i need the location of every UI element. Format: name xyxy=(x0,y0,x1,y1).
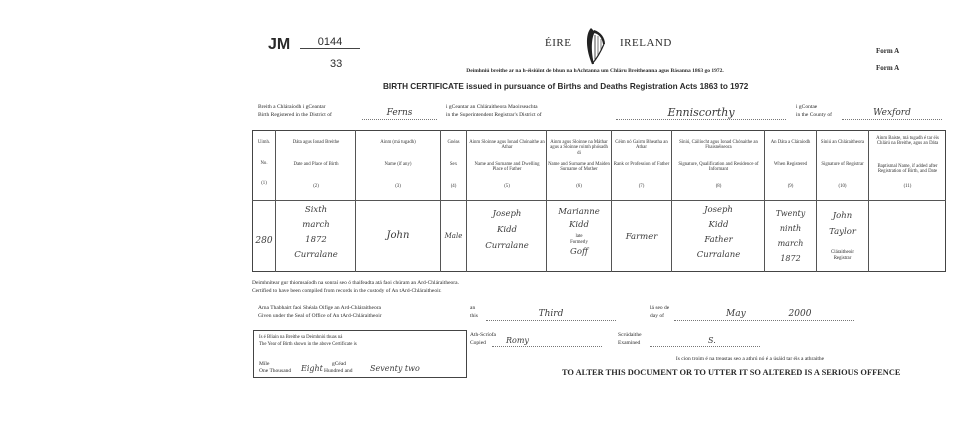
district-label-irish: Breith a Chláraíodh i gCeantar xyxy=(258,104,326,110)
date-line: Sixth xyxy=(304,205,328,215)
father-line: Kidd xyxy=(497,225,517,235)
month-year-line xyxy=(674,309,854,321)
table-header-divider xyxy=(252,200,946,201)
entry-date-place xyxy=(278,203,354,263)
column-header-number: (11) xyxy=(903,184,912,189)
year-of-birth-box xyxy=(253,330,467,378)
mother-maiden-name: Goff xyxy=(570,247,588,258)
column-header-date xyxy=(278,140,354,189)
copied-value: Romy xyxy=(492,336,602,347)
entry-registered xyxy=(766,206,815,266)
column-header-english: Baptismal Name, if added after Registration of Birth, and Date xyxy=(877,164,938,175)
certification-english: Certified to have been compiled from records in the custody of An tArd-Chláraitheoir. xyxy=(252,288,442,294)
examined-value: S. xyxy=(650,336,760,347)
column-header-irish: Uimh. xyxy=(257,140,271,145)
column-header-irish: Céim nó Gairm Bheatha an Athar xyxy=(615,140,668,151)
warning-english: TO ALTER THIS DOCUMENT OR TO UTTER IT SO ALTERED IS A SERIOUS OFFENCE xyxy=(562,368,901,377)
father-line: Joseph xyxy=(492,209,522,219)
copied-label-irish: Ath-Scríofa xyxy=(470,332,496,338)
column-header-english: Name and Surname and Dwelling Place of Father xyxy=(474,162,540,173)
examined-label-irish: Scrúdaithe xyxy=(618,332,642,338)
column-header-registrar xyxy=(818,140,867,189)
county-label-irish: i gContae xyxy=(796,104,818,110)
copied-label-english: Copied xyxy=(470,340,486,346)
serial-number: 0144 xyxy=(300,36,360,49)
informant-line: Curralane xyxy=(696,250,741,260)
month-value: May xyxy=(726,309,746,319)
column-header-sex xyxy=(441,140,466,189)
superintendent-label-english: in the Superintendent Registrar's District of xyxy=(446,112,542,118)
column-header-number: (7) xyxy=(638,184,645,189)
registered-line: march xyxy=(777,239,804,248)
column-header-father xyxy=(469,140,545,189)
la-label: lá seo de xyxy=(650,305,670,311)
reference-prefix: JM xyxy=(268,36,291,53)
one-thousand-label: One Thousand xyxy=(259,368,292,374)
certificate-title-rest: issued in pursuance of Births and Deaths Registration Acts 1863 to 1972 xyxy=(466,82,749,91)
column-header-irish: Síniú an Chláraitheora xyxy=(820,140,865,145)
column-header-english: No. xyxy=(260,161,268,167)
father-line: Curralane xyxy=(485,241,529,251)
entry-informant xyxy=(674,203,763,263)
informant-line: Father xyxy=(704,235,733,245)
column-header-english: Rank or Profession of Father xyxy=(613,162,670,167)
date-line: march xyxy=(302,220,330,230)
registrar-caption: Cláraitheoir Registrar xyxy=(831,250,854,261)
superintendent-label-irish: i gCeantar an Chláraitheora Maoirseachta xyxy=(446,104,538,110)
county-label-english: in the County of xyxy=(796,112,832,118)
seal-label-english: Given under the Seal of Office of An tArd-Chláraitheoir xyxy=(258,313,382,319)
column-header-number: (8) xyxy=(715,184,722,189)
column-header-number: (6) xyxy=(576,184,582,189)
registered-line: Twenty xyxy=(775,209,806,218)
column-header-english: Name and Surname and Maiden Surname of Mother xyxy=(548,162,610,173)
certificate-title xyxy=(383,82,748,91)
entry-father xyxy=(469,206,545,254)
column-header-baptismal xyxy=(870,136,945,189)
year-words-tens: Seventy two xyxy=(370,364,420,373)
column-header-english: Signature, Qualification and Residence of Informant xyxy=(678,162,759,173)
column-header-irish: An Dáta a Cláraíodh xyxy=(770,140,811,145)
day-of-label: day of xyxy=(650,313,664,319)
harp-icon xyxy=(583,26,609,71)
informant-line: Joseph xyxy=(704,205,733,215)
year-box-english: The Year of Birth shown in the above Certificate is xyxy=(259,342,357,347)
column-header-irish: Ainm (má tugadh) xyxy=(380,140,416,145)
on-label: an xyxy=(470,305,476,311)
column-header-english: Sex xyxy=(449,162,458,167)
date-line: 1872 xyxy=(305,235,327,245)
mother-line: Marianne xyxy=(558,207,600,217)
mile-label: Míle xyxy=(259,361,270,367)
column-header-number: (3) xyxy=(395,184,401,189)
column-header-name xyxy=(358,140,438,189)
form-label-top: Form A xyxy=(876,47,900,55)
entry-registrar xyxy=(818,208,867,261)
column-header-irish: Gnéas xyxy=(447,140,460,145)
form-label-bottom: Form A xyxy=(876,64,900,72)
column-header-english: Name (if any) xyxy=(384,162,412,167)
hundred-label-english: Hundred and xyxy=(324,368,353,374)
column-header-irish: Síniú, Cáilíocht agus Ionad Chónaithe an Fhaisnéiseora xyxy=(679,140,758,151)
entry-name: John xyxy=(386,230,410,241)
year-words-hundreds: Eight xyxy=(301,364,323,373)
mother-formerly-label: late Formerly xyxy=(570,234,588,245)
this-label: this xyxy=(470,313,478,319)
column-header-irish: Ainm agus Sloinne na Máthar agus a Sloinne roimh phósadh di xyxy=(550,140,608,156)
examined-label-english: Examined xyxy=(618,340,641,346)
column-header-no xyxy=(253,140,275,186)
entry-number: 280 xyxy=(255,236,273,246)
column-header-irish: Dáta agus Ionad Breithe xyxy=(292,140,340,145)
eire-label: ÉIRE xyxy=(545,37,572,49)
entry-sex: Male xyxy=(444,232,463,240)
serial-sub: 33 xyxy=(330,58,343,70)
column-header-english: When Registered xyxy=(773,162,808,167)
certification-irish: Deimhnítear gur thiomsaíodh na sonraí seo ó thaifeadta atá faoi chúram an Ard-Chláraitheora. xyxy=(252,280,459,286)
column-header-registered xyxy=(766,140,815,189)
column-header-number: (4) xyxy=(450,184,457,189)
hundred-label-irish: gCéad xyxy=(332,361,347,367)
column-header-irish: Ainm Baiste, má tugadh é tar éis Chlárú na Breithe, agus an Dáta xyxy=(876,136,939,147)
day-value: Third xyxy=(486,309,616,321)
column-header-number: (2) xyxy=(313,184,319,189)
superintendent-value: Enniscorthy xyxy=(616,106,786,120)
district-label-english: Birth Registered in the District of xyxy=(258,112,332,118)
informant-line: Kidd xyxy=(708,220,729,230)
year-box-irish: Is é Bliain na Breithe sa Deimhniú thuas ná xyxy=(259,335,343,340)
district-value: Ferns xyxy=(362,108,437,120)
mother-line: Kidd xyxy=(569,220,589,230)
seal-label-irish: Arna Thabhairt faoi Shéala Oifige an Ard-Chláraitheora xyxy=(258,305,381,311)
certificate-title-bold: BIRTH CERTIFICATE xyxy=(383,82,464,91)
warning-irish: Is cion troim é na treastas seo a athrú nó é a úsáid tar éis a athraithe xyxy=(675,356,825,362)
column-header-number: (1) xyxy=(261,180,267,186)
irish-subtitle: Deimhniú breithe ar na h-éisiúint de bhun na hAchtanna um Chláru Breitheanna agus Básanna 1863 go 1972. xyxy=(466,68,724,74)
column-header-number: (9) xyxy=(787,184,794,189)
ireland-label: IRELAND xyxy=(620,37,672,49)
registrar-line: Taylor xyxy=(829,227,856,237)
column-header-english: Signature of Registrar xyxy=(821,162,864,167)
date-line: Curralane xyxy=(294,250,338,260)
column-header-number: (5) xyxy=(504,184,510,189)
year-value: 2000 xyxy=(788,309,812,319)
registrar-line: John xyxy=(832,211,853,221)
column-header-mother xyxy=(548,140,610,189)
registered-line: ninth xyxy=(779,224,802,233)
column-header-profession xyxy=(613,140,670,189)
column-header-informant xyxy=(674,140,763,189)
county-value: Wexford xyxy=(842,108,942,120)
column-header-number: (10) xyxy=(838,184,847,189)
entry-mother xyxy=(548,206,610,259)
column-header-english: Date and Place of Birth xyxy=(293,162,339,167)
registered-line: 1872 xyxy=(780,254,801,263)
entry-profession: Farmer xyxy=(625,232,658,242)
column-header-irish: Ainm Sloinne agus Ionad Chónaithe an Athar xyxy=(469,140,545,151)
